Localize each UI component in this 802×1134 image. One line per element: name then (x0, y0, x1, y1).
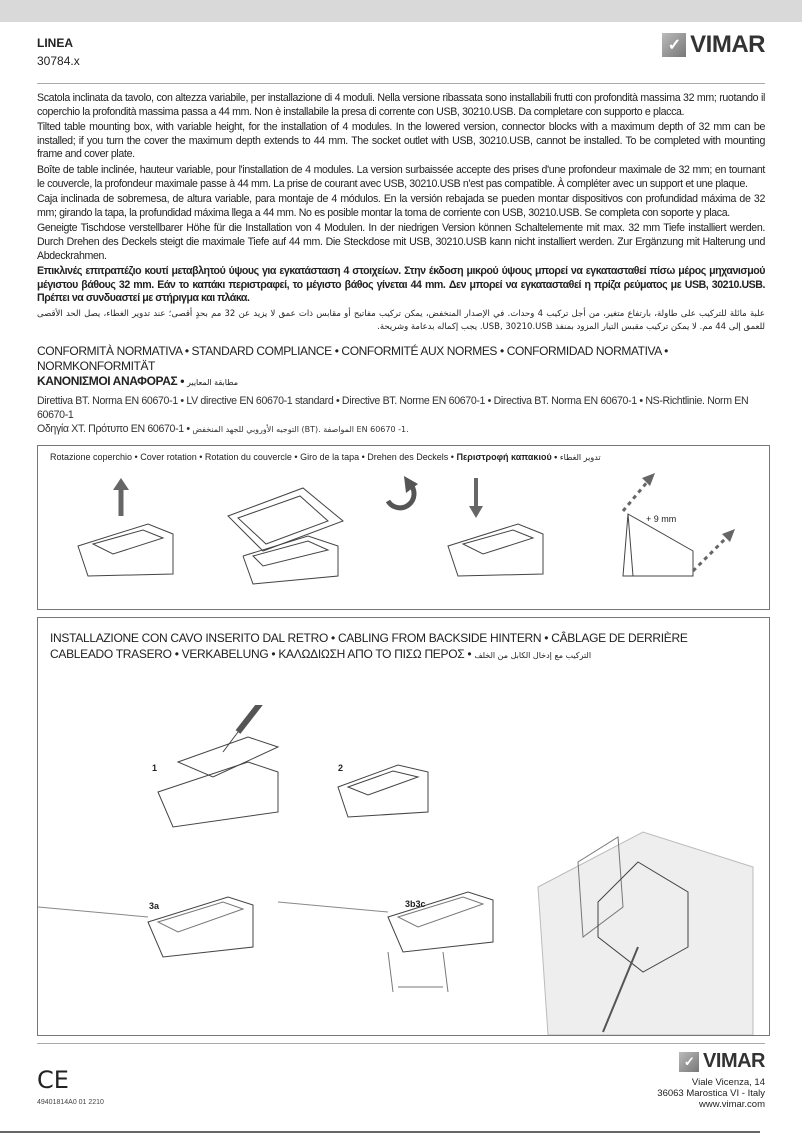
caption-ar: تدوير الغطاء (559, 452, 601, 462)
compliance-norms (37, 394, 770, 437)
cabling-illustration (38, 705, 770, 1035)
product-code: 30784.x (37, 54, 80, 68)
extra-height-label: + 9 mm (646, 513, 677, 524)
website-link[interactable]: www.vimar.com (699, 1099, 765, 1110)
step-label-2: 2 (338, 763, 344, 773)
norms-ar: التوجيه الأوروبي للجهد المنخفض (BT). المواصفة EN 60670 -1. (192, 424, 409, 434)
cabling-panel (37, 617, 770, 1036)
footer-vimar-logo (679, 1050, 765, 1073)
document-code: 49401814A0 01 2210 (37, 1099, 104, 1106)
cover-rotation-illustration (38, 446, 771, 611)
compliance-heading-line1: CONFORMITÀ NORMATIVA • STANDARD COMPLIANCE • CONFORMITÉ AUX NORMES • CONFORMIDAD NORMATIVA • NORMKONFORMITÄT (37, 343, 668, 373)
step-label-3b3c: 3b3c (405, 899, 426, 909)
ce-mark: CE (37, 1066, 69, 1094)
compliance-heading-ar: مطابقة المعايير (187, 377, 239, 387)
top-bar (0, 0, 802, 22)
cover-rotation-panel (37, 445, 770, 610)
compliance-heading (37, 344, 765, 390)
cabling-heading-line2: CABLEADO TRASERO • VERKABELUNG • ΚΑΛΩΔΙΩΣΗ ΑΠΟ ΤΟ ΠΙΣΩ ΠΕΡΟΣ • (50, 646, 472, 661)
footer-divider (37, 1043, 765, 1044)
cabling-heading (50, 630, 688, 664)
vimar-logo (662, 31, 765, 59)
cabling-heading-ar: التركيب مع إدخال الكابل من الخلف (474, 650, 592, 660)
description-en: Tilted table mounting box, with variable height, for the installation of 4 modules. In the lowered version, connector blocks with a maximum depth of 32 mm can be installed; if you turn the cover the maximum depth extends to 44 mm. The socket outlet with USB, 30210.USB, cannot be installed. To be completed with mounting frame and cover plate. (37, 121, 765, 161)
description (37, 92, 765, 336)
cabling-heading-line1: INSTALLAZIONE CON CAVO INSERITO DAL RETRO • CABLING FROM BACKSIDE HINTERN • CÂBLAGE DE DERRIÈRE (50, 630, 688, 645)
description-el: Επικλινές επιτραπέζιο κουτί μεταβλητού ύψους για εγκατάσταση 4 στοιχείων. Στην έκδοση μικρού ύψους μπορεί να εγκατασταθεί πίσω μέρος μηχανισμού μέγιστου βάθους 32 mm. Εάν το καπάκι περιστραφεί, το μέγιστο βάθος γίνεται 44 mm. Δεν μπορεί να εγκατασταθεί η πρίζα ρεύματος με USB, 30210.USB. Πρέπει να συνδυαστεί με στήριγμα και πλάκα. (37, 265, 765, 305)
norms-el: Οδηγία ΧΤ. Πρότυπο EN 60670-1 • (37, 422, 190, 435)
logo-mark-icon: ✓ (679, 1052, 699, 1072)
address-city: 36063 Marostica VI - Italy (657, 1088, 765, 1099)
divider (37, 83, 765, 84)
description-fr: Boîte de table inclinée, hauteur variable, pour l'installation de 4 modules. La version surbaissée accepte des prises d'une profondeur maximale de 32 mm; en tournant le couvercle, la profondeur maximale passe à 44 mm. La prise de courant avec USB, 30210.USB n'est pas compatible. À compléter avec un support et une plaque. (37, 163, 765, 190)
logo-mark-icon: ✓ (662, 33, 686, 57)
bottom-border (0, 1131, 760, 1133)
caption-el: Περιστροφή καπακιού • (456, 451, 558, 462)
address-street: Viale Vicenza, 14 (691, 1077, 765, 1088)
cover-rotation-caption (50, 452, 601, 462)
description-ar: علبة مائلة للتركيب على طاولة، بارتفاع متغير، من أجل تركيب 4 وحدات. في الإصدار المنخفض، يمكن تركيب مفاتيح أو مقابس ذات عمق لا يزيد عن 32 مم بحدٍ أقصى؛ عند تدوير الغطاء، يصل الحد الأقصى للعمق إلى 44 مم. لا يمكن تركيب مقبس التيار المزود بمنفذ USB, 30210.USB. يجب إكماله بدعامة وشريحة. (37, 308, 765, 332)
description-it: Scatola inclinata da tavolo, con altezza variabile, per installazione di 4 moduli. Nella versione ribassata sono installabili frutti con profondità massima 32 mm; ruotando il coperchio la profondità massima passa a 44 mm. Non è installabile la presa di corrente con USB, 30210.USB. Da completare con supporto e placca. (37, 92, 765, 118)
logo-text: VIMAR (703, 1050, 765, 1072)
logo-text: VIMAR (690, 31, 765, 58)
content (37, 92, 770, 1036)
description-es: Caja inclinada de sobremesa, de altura variable, para montaje de 4 módulos. En la versión rebajada se pueden montar dispositivos con profundidad máxima de 32 mm; girando la tapa, la profundidad máxima llega a 44 mm. No es posible montar la toma de corriente con USB, 30210.USB. Se completa con soporte y placa. (37, 193, 765, 219)
step-label-1: 1 (152, 763, 158, 773)
compliance-heading-el: ΚΑΝΟΝΙΣΜΟΙ ΑΝΑΦΟΡΑΣ • (37, 373, 185, 388)
product-line: LINEA (37, 36, 73, 50)
norms-line1: Direttiva BT. Norma EN 60670-1 • LV directive EN 60670-1 standard • Directive BT. Norme EN 60670-1 • Directiva BT. Norma EN 60670-1 • NS-Richtlinie. Norm EN 60670-1 (37, 394, 749, 421)
step-label-3a: 3a (149, 901, 160, 911)
description-de: Geneigte Tischdose verstellbarer Höhe für die Installation von 4 Modulen. In der niedrigen Version können Schaltelemente mit max. 32 mm Tiefe installiert werden. Durch Drehen des Deckels steigt die maximale Tiefe auf 44 mm. Die Steckdose mit USB, 30210.USB kann nicht installiert werden. Zur Ergänzung mit Halterung und Abdeckrahmen. (37, 222, 765, 262)
caption-text: Rotazione coperchio • Cover rotation • Rotation du couvercle • Giro de la tapa • Drehen des Deckels • (50, 451, 454, 462)
company-address (657, 1077, 765, 1110)
